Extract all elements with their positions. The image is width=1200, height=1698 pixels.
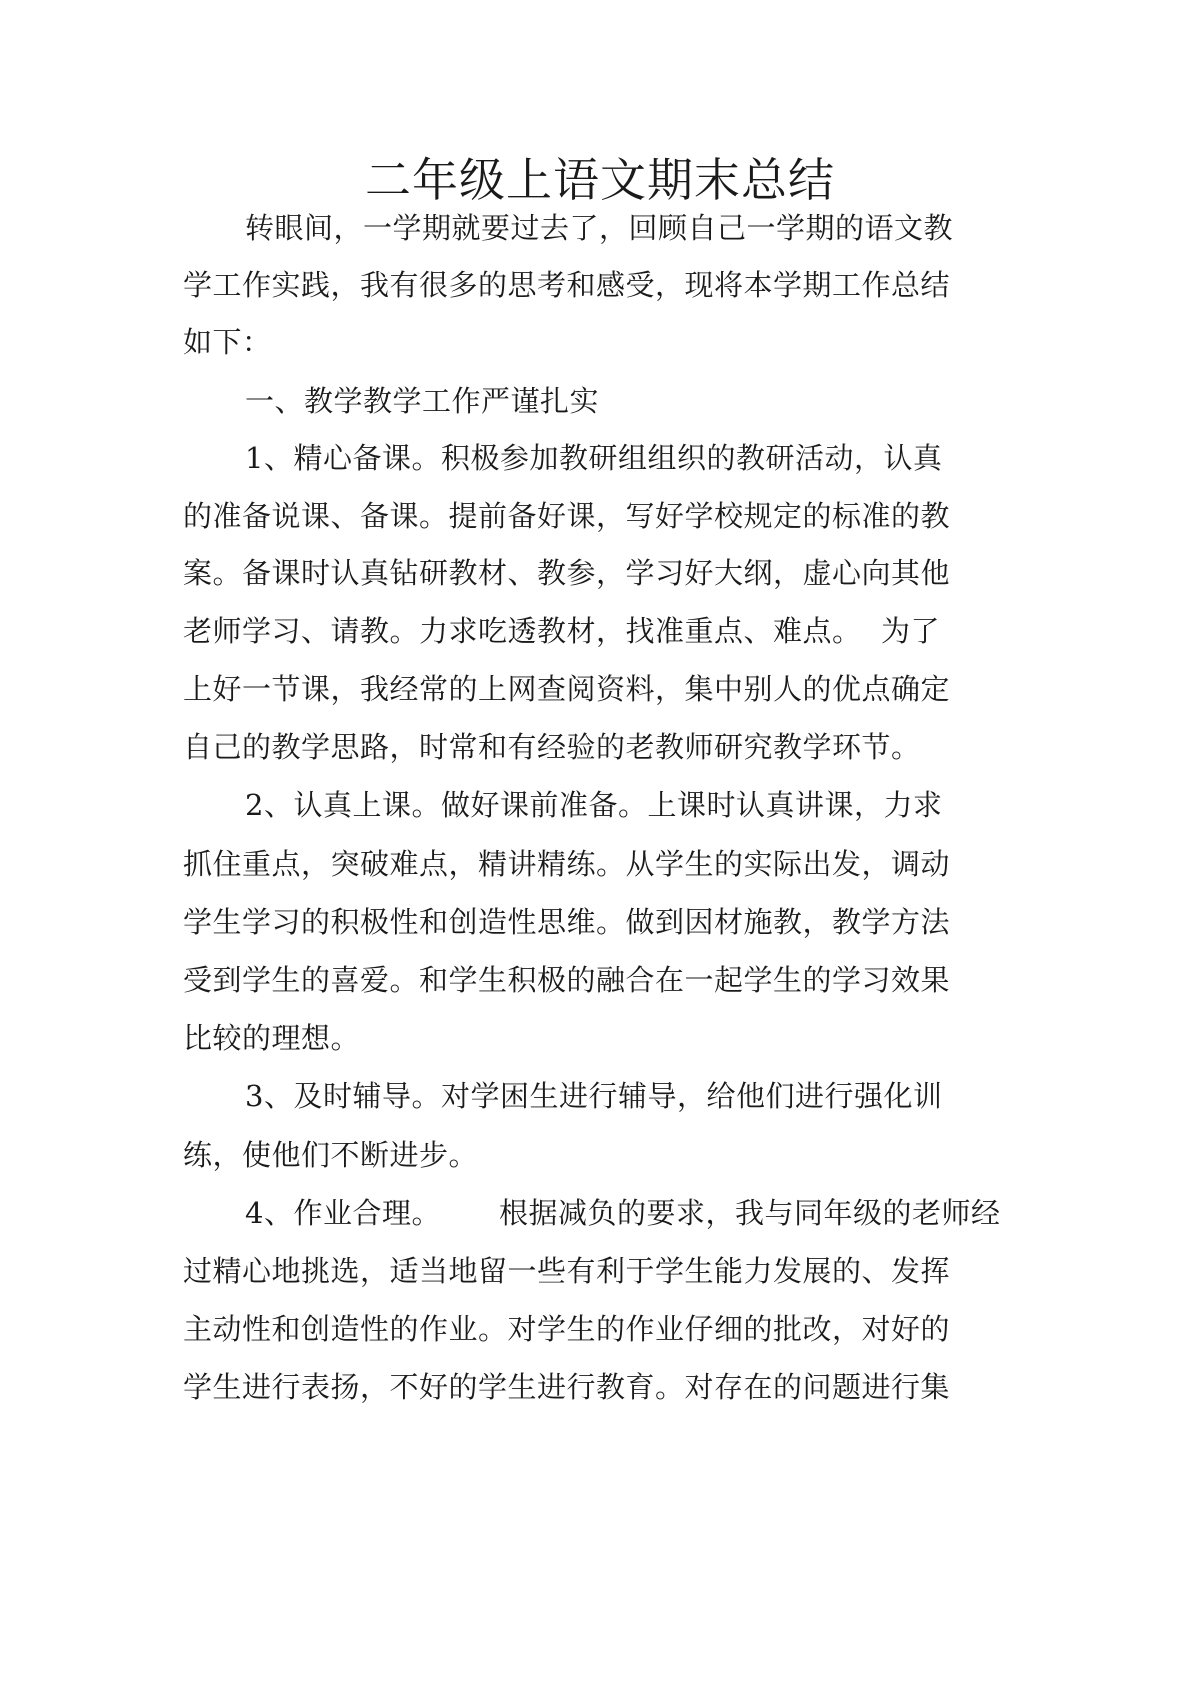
- line-text: 老师学习、请教。力求吃透教材，找准重点、难点。: [183, 614, 862, 648]
- paragraph-line: 主动性和创造性的作业。对学生的作业仔细的批改，对好的: [183, 1312, 951, 1346]
- paragraph-line: [183, 611, 940, 651]
- line-tail: 为了: [880, 614, 940, 648]
- paragraph-line: 学生进行表扬，不好的学生进行教育。对存在的问题进行集: [183, 1370, 951, 1404]
- paragraph-line: 受到学生的喜爱。和学生积极的融合在一起学生的学习效果: [183, 963, 951, 997]
- section-heading: 一、教学教学工作严谨扎实: [245, 384, 600, 418]
- paragraph-line: 转眼间，一学期就要过去了，回顾自己一学期的语文教: [245, 211, 954, 245]
- paragraph-line: 上好一节课，我经常的上网查阅资料，集中别人的优点确定: [183, 672, 951, 706]
- paragraph-line: 比较的理想。: [183, 1021, 361, 1055]
- paragraph-line: 抓住重点，突破难点，精讲精练。从学生的实际出发，调动: [183, 847, 951, 881]
- paragraph-line: 练，使他们不断进步。: [183, 1138, 479, 1172]
- paragraph-line: 如下：: [183, 325, 272, 359]
- paragraph-line: [245, 1193, 1001, 1233]
- paragraph-line: 过精心地挑选，适当地留一些有利于学生能力发展的、发挥: [183, 1254, 951, 1288]
- paragraph-line: 3、及时辅导。对学困生进行辅导，给他们进行强化训: [245, 1079, 943, 1113]
- paragraph-line: 自己的教学思路，时常和有经验的老教师研究教学环节。: [183, 730, 921, 764]
- paragraph-line: 的准备说课、备课。提前备好课，写好学校规定的标准的教: [183, 499, 951, 533]
- paragraph-line: 学工作实践，我有很多的思考和感受，现将本学期工作总结: [183, 268, 951, 302]
- paragraph-line: 案。备课时认真钻研教材、教参，学习好大纲，虚心向其他: [183, 556, 951, 590]
- paragraph-line: 1、精心备课。积极参加教研组组织的教研活动，认真: [245, 441, 943, 475]
- paragraph-line: 学生学习的积极性和创造性思维。做到因材施教，教学方法: [183, 905, 951, 939]
- paragraph-line: 2、认真上课。做好课前准备。上课时认真讲课，力求: [245, 788, 943, 822]
- document-title: 二年级上语文期末总结: [365, 153, 835, 207]
- line-tail: 根据减负的要求，我与同年级的老师经: [498, 1196, 1001, 1230]
- line-text: 4、作业合理。: [245, 1196, 441, 1230]
